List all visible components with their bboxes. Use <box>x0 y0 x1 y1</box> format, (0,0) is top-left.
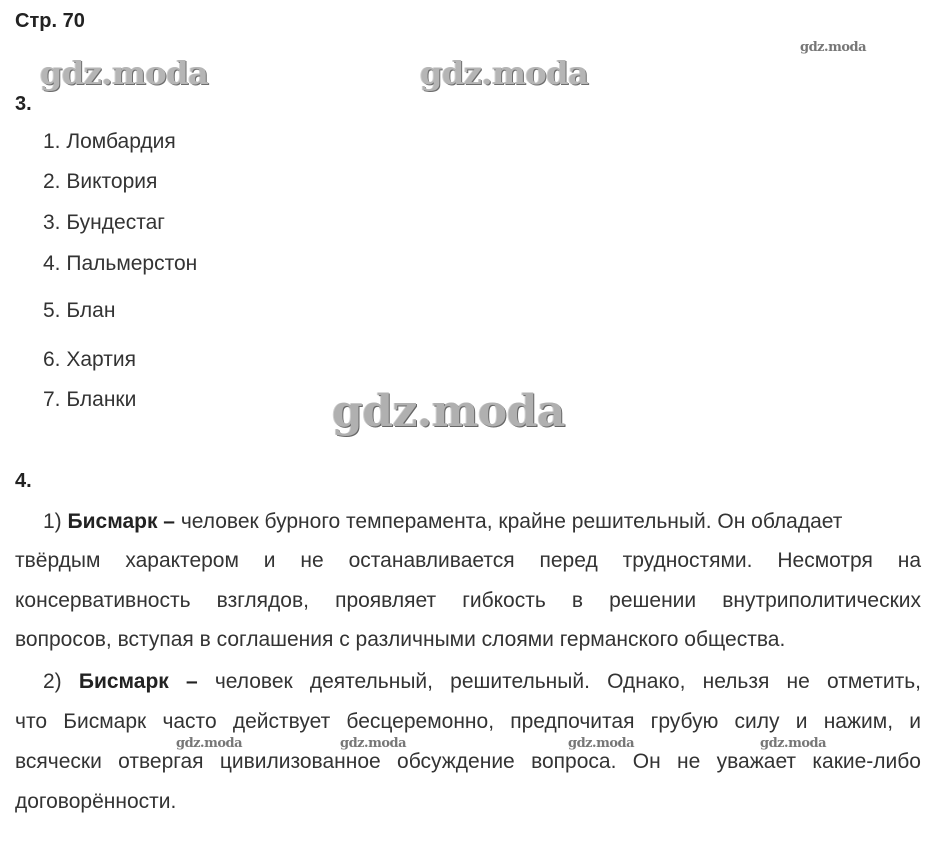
watermark-logo: gdz.moda <box>420 54 589 92</box>
line-text: человек бурного темперамента, крайне решительный. Он обладает <box>175 510 843 533</box>
bold-name: Бисмарк – <box>78 670 198 693</box>
watermark-logo: gdz.moda <box>568 736 635 751</box>
list-item: 4. Пальмерстон <box>43 252 198 275</box>
watermark-logo: gdz.moda <box>340 736 407 751</box>
list-item: 2. Виктория <box>43 170 158 193</box>
list-item: 7. Бланки <box>43 388 137 411</box>
list-item: 5. Блан <box>43 299 116 322</box>
watermark-logo: gdz.moda <box>800 40 867 55</box>
paragraph-line: всячески отвергая цивилизованное обсуждение вопроса. Он не уважает какие-либо <box>15 750 921 773</box>
bold-name: Бисмарк – <box>67 510 175 533</box>
page-label: Стр. 70 <box>15 10 85 32</box>
section-number: 3. <box>15 93 32 115</box>
paragraph-line <box>43 670 921 694</box>
paragraph-line: консервативность взглядов, проявляет гибкость в решении внутриполитических <box>15 589 921 612</box>
paragraph-line: договорённости. <box>15 790 177 813</box>
line-text: человек деятельный, решительный. Однако, нельзя не отметить, <box>197 670 921 693</box>
section-number: 4. <box>15 470 32 492</box>
item-prefix: 1) <box>43 510 68 533</box>
item-prefix: 2) <box>43 670 79 693</box>
watermark-logo: gdz.moda <box>176 736 243 751</box>
watermark-logo: gdz.moda <box>760 736 827 751</box>
watermark-logo: gdz.moda <box>40 54 209 92</box>
list-item: 3. Бундестаг <box>43 211 165 234</box>
watermark-logo: gdz.moda <box>332 386 566 437</box>
list-item: 1. Ломбардия <box>43 130 176 153</box>
list-item: 6. Хартия <box>43 348 136 371</box>
paragraph-line: вопросов, вступая в соглашения с различными слоями германского общества. <box>15 628 786 651</box>
paragraph-line: что Бисмарк часто действует бесцеремонно, предпочитая грубую силу и нажим, и <box>15 710 921 733</box>
paragraph-line <box>43 510 923 534</box>
paragraph-line: твёрдым характером и не останавливается перед трудностями. Несмотря на <box>15 549 921 572</box>
